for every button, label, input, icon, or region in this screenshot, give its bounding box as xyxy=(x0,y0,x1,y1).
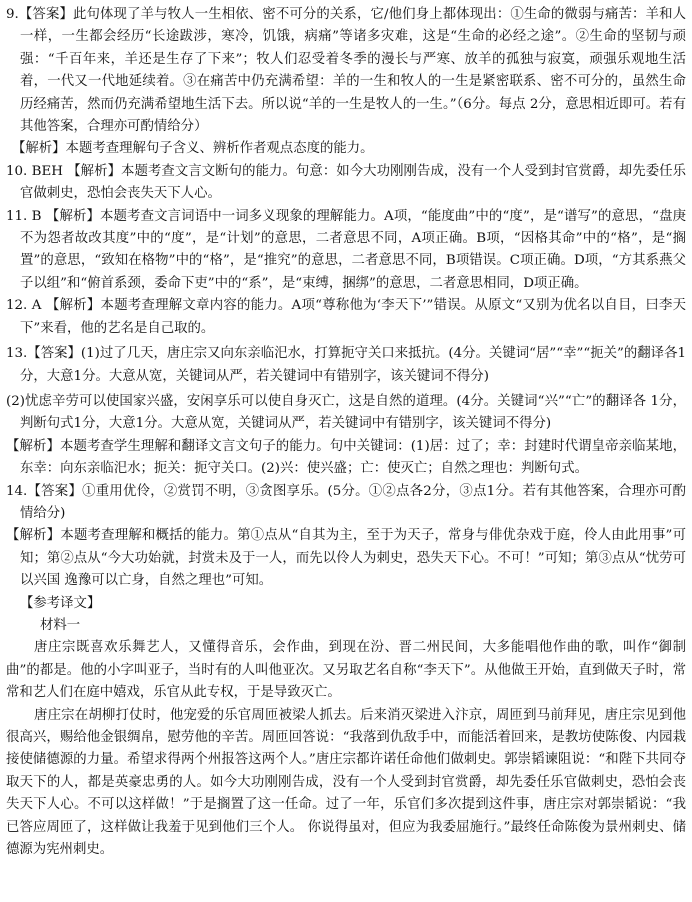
q9-analysis: 【解析】本题考查理解句子含义、辨析作者观点态度的能力。 xyxy=(12,141,374,157)
translation-paragraph-1: 唐庄宗既喜欢乐舞艺人，又懂得音乐，会作曲，到现在汾、晋二州民间，大多能唱他作曲的歌，叫作“御制曲”的都是。他的小字叫亚子，当时有的人叫他亚次。又另取艺名自称“李天下”。从他做王开始，直到做天子时，常常和艺人们在庭中嬉戏，乐官从此专权，于是导致灭亡。 xyxy=(6,640,686,701)
translation-subheading: 材料一 xyxy=(40,617,81,633)
q10-answer: 10. BEH 【解析】本题考查文言文断句的能力。句意：如今大功刚刚告成，没有一个人受到封官赏爵，却先委任乐官做刺史，恐怕会丧失天下人心。 xyxy=(6,163,686,202)
q13-answer-part2: (2)忧虑辛劳可以使国家兴盛，安闲享乐可以使自身灭亡，这是自然的道理。(4分。关键词“兴”“亡”的翻译各 1分，判断句式1分，大意1分。大意从宽，关键词从严，若关键词中有错别字，该关键词不得分) xyxy=(6,393,686,432)
q13-answer-part1: 13.【答案】(1)过了几天，唐庄宗又向东亲临汜水，打算扼守关口来抵抗。(4分。关键词“居”“幸”“扼关”的翻译各1分，大意1分。大意从宽，关键词从严，若关键词中有错别字，该关键词不得分) xyxy=(6,346,686,384)
q13-analysis: 【解析】本题考查学生理解和翻译文言文句子的能力。句中关键词：(1)居：过了；幸：封建时代谓皇帝亲临某地，东幸：向东亲临汜水；扼关：扼守关口。(2)兴：使兴盛；亡：使灭亡；自然之理也：判断句式。 xyxy=(6,438,686,477)
q14-analysis: 【解析】本题考查理解和概括的能力。第①点从“自其为主，至于为天子，常身与俳优杂戏于庭，伶人由此用事”可知；第②点从“今大功始就，封赏未及于一人，而先以伶人为刺史，恐失天下心。不可！”可知；第③点从“忧劳可以兴国 逸豫可以亡身，自然之理也”可知。 xyxy=(6,528,686,589)
q12-answer: 12. A 【解析】本题考查理解文章内容的能力。A项“尊称他为‘李天下’”错误。从原文“又别为优名以自目，曰李天下”来看，他的艺名是自己取的。 xyxy=(6,298,686,336)
q9-answer: 9.【答案】此句体现了羊与牧人一生相依、密不可分的关系，它/他们身上都体现出：①生命的微弱与痛苦：羊和人一样，一生都会经历“长途跋涉，寒冷，饥饿，病痛”等诸多灾难，这是“生命的必经之途”。②生命的坚韧与顽强：“千百年来，羊还是生存了下来”；牧人们忍受着冬季的漫长与严寒、放羊的孤独与寂寞，顽强乐观地生活着，一代又一代地延续着。③在痛苦中仍充满希望：羊的一生和牧人的一生是紧密联系、密不可分的，虽然生命历经痛苦，然而仍充满希望地生活下去。所以说“羊的一生是牧人的一生。”（6分。每点 2分，意思相近即可。若有其他答案，合理亦可酌情给分） xyxy=(6,7,686,135)
translation-paragraph-2: 唐庄宗在胡柳打仗时，他宠爱的乐官周匝被梁人抓去。后来消灭梁进入汴京，周匝到马前拜见，唐庄宗见到他很高兴，赐给他金银绸帛，慰劳他的辛苦。周匝回答说：“我落到仇敌手中，而能活着回来，是教坊使陈俊、内园栽接使储德源的力量。希望求得两个州报答这两个人。”唐庄宗都许诺任命他们做刺史。郭崇韬谏阻说：“和陛下共同夺取天下的人，都是英豪忠勇的人。如今大功刚刚告成，没有一个人受到封官赏爵，却先委任乐官做刺史，恐怕会丧失天下人心。不可以这样做！”于是搁置了这一任命。过了一年，乐官们多次提到这件事，唐庄宗对郭崇韬说：“我已答应周匝了，这样做让我羞于见到他们三个人。 你说得虽对，但应为我委屈施行。”最终任命陈俊为景州刺史、储德源为宪州刺史。 xyxy=(6,707,686,858)
q14-answer: 14.【答案】①重用优伶，②赏罚不明，③贪图享乐。(5分。①②点各2分，③点1分。若有其他答案，合理亦可酌情给分) xyxy=(6,483,686,521)
q11-answer: 11. B 【解析】本题考查文言词语中一词多义现象的理解能力。A项，“能度曲”中的“度”，是“谱写”的意思，“盘庚不为怨者故改其度”中的“度”，是“计划”的意思，二者意思不同，A项正确。B项，“因格其命”中的“格”，是“搁置”的意思，“致知在格物”中的“格”，是“推究”的意思，二者意思不同，B项错误。C项正确。D项，“方其系燕父子以组”和“俯首系颈，委命下吏”中的“系”，是“束缚，捆绑”的意思，二者意思相同，D项正确。 xyxy=(6,208,686,291)
translation-heading: 【参考译文】 xyxy=(20,595,101,611)
